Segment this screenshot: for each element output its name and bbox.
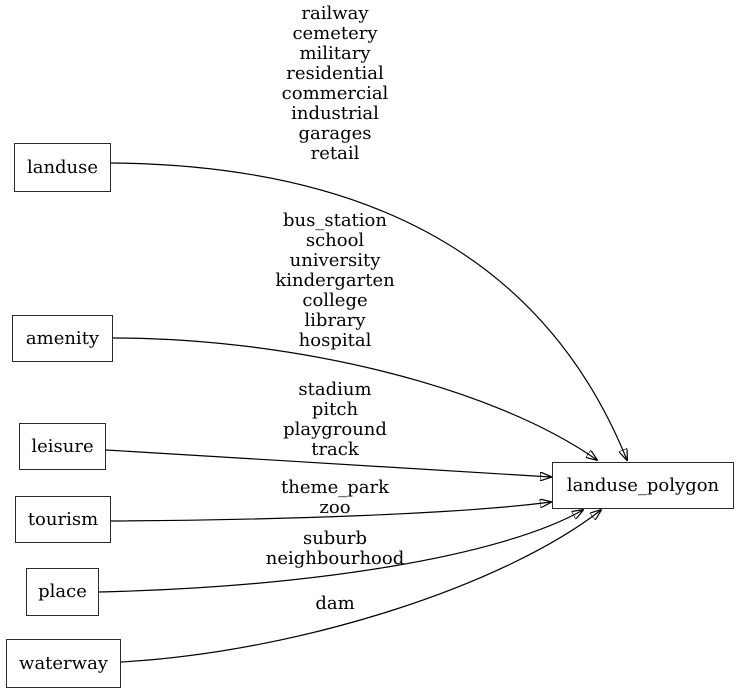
edge-label-place-values [225,529,445,569]
edge-label-landuse-values [225,4,445,164]
node-leisure: leisure [19,423,106,470]
edge-label-line: retail [310,143,360,164]
edge-label-leisure-values [225,380,445,460]
node-tourism: tourism [15,496,111,543]
edge-label-line: neighbourhood [265,548,405,569]
edge-label-line: pitch [311,399,359,420]
edge-label-line: commercial [281,83,389,104]
edge-label-line: kindergarten [275,270,395,291]
edge-label-line: track [311,439,359,460]
edge-label-waterway-values [225,594,445,614]
edge-label-line: library [304,310,366,331]
edge-label-line: college [302,290,368,311]
edge-label-line: residential [286,63,384,84]
edge-label-line: university [289,250,381,271]
edge-label-line: railway [301,3,369,24]
edge-label-line: garages [298,123,372,144]
edge-label-amenity-values [225,211,445,351]
edge-label-line: stadium [298,379,372,400]
node-landuse-polygon: landuse_polygon [552,462,734,509]
node-waterway: waterway [6,639,121,688]
edge-label-line: dam [315,593,355,614]
edge-label-line: theme_park [281,477,389,498]
edge-label-line: suburb [302,528,368,549]
edge-label-line: school [305,230,365,251]
edge-label-line: industrial [291,103,379,124]
node-amenity: amenity [12,315,113,362]
edge-label-line: bus_station [283,210,387,231]
edge-label-line: playground [283,419,387,440]
edge-label-line: zoo [319,497,351,518]
edge-label-line: military [299,43,371,64]
edge-label-line: hospital [298,330,372,351]
edge-label-line: cemetery [292,23,378,44]
node-landuse: landuse [14,143,111,192]
node-place: place [26,568,99,616]
edge-label-tourism-values [225,478,445,518]
